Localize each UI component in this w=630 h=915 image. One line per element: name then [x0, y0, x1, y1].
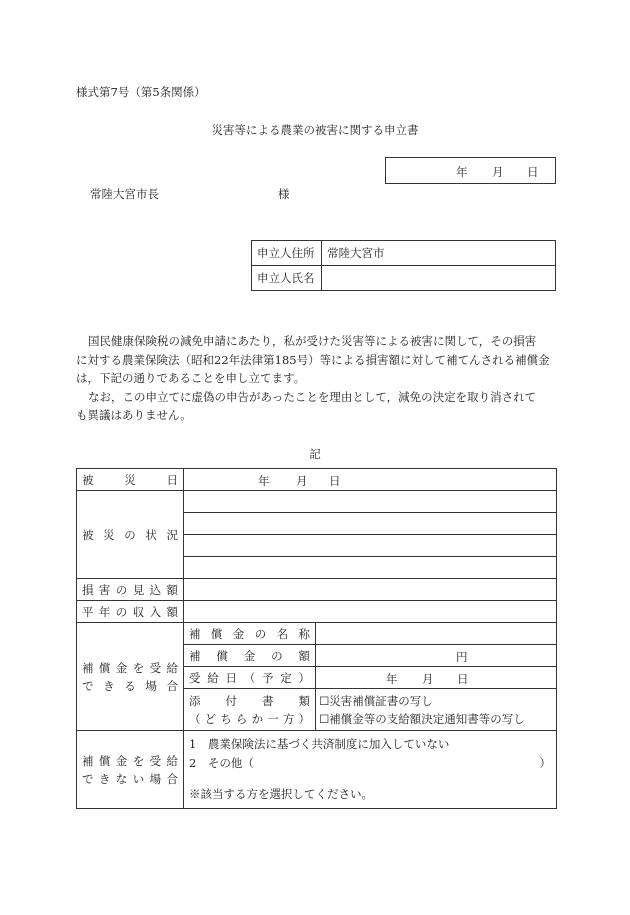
receipt-date-year: 年: [386, 672, 398, 686]
addressee-name: 常陸大宮市長: [90, 187, 159, 201]
average-income-field[interactable]: [184, 601, 557, 623]
attach-option-payment-notice[interactable]: ☐補償金等の支給額決定通知書等の写し: [319, 711, 525, 726]
situation-line-2[interactable]: [184, 513, 557, 535]
estimated-loss-label: 損害の見込額: [77, 579, 184, 601]
compensation-amount-label: 補償金の額: [184, 645, 316, 667]
selection-note: ※該当する方を選択してください。: [189, 787, 373, 801]
receipt-date-label: 受給日（予定）: [184, 667, 316, 689]
disaster-date-month: 月: [296, 474, 308, 488]
other-suffix: ）: [539, 756, 551, 770]
compensation-amount-field[interactable]: [316, 645, 557, 667]
attachments-options: [316, 689, 557, 731]
addressee-honorific: 様: [278, 187, 290, 201]
average-income-label: 平年の収入額: [77, 601, 184, 623]
paragraph2-line2: も異議はありません。: [76, 408, 192, 422]
compensation-name-label: 補償金の名称: [184, 623, 316, 645]
cannot-receive-options: [184, 731, 557, 809]
situation-line-1[interactable]: [184, 491, 557, 513]
applicant-address-field[interactable]: 常陸大宮市: [322, 241, 556, 266]
cannot-receive-label: [77, 731, 184, 809]
estimated-loss-field[interactable]: [184, 579, 557, 601]
compensation-name-field[interactable]: [316, 623, 557, 645]
attachments-label-line1: 添付書類: [189, 693, 310, 708]
yen-unit: 円: [456, 650, 468, 664]
date-day: 日: [527, 165, 539, 179]
situation-line-4[interactable]: [184, 557, 557, 579]
attachments-label: [184, 689, 316, 731]
attach-option-disaster-certificate[interactable]: ☐災害補償証書の写し: [319, 693, 433, 708]
attachments-label-line2: （どちらか一方）: [189, 711, 310, 726]
receipt-date-month: 月: [422, 672, 434, 686]
details-table: [76, 468, 557, 809]
paragraph2-line1: なお，この申立てに虚偽の申告があったことを理由として，減免の決定を取り消されて: [88, 389, 537, 404]
paragraph1-line1: 国民健康保険税の減免申請にあたり，私が受けた災害等による被害に関して，その損害: [88, 334, 537, 348]
situation-line-3[interactable]: [184, 535, 557, 557]
can-receive-label-line1: 補償金を受給: [82, 660, 178, 675]
cannot-receive-label-line2: できない場合: [82, 771, 178, 786]
body-text: [76, 332, 556, 425]
date-year: 年: [456, 165, 468, 179]
date-box: [385, 157, 556, 184]
cannot-receive-label-line1: 補償金を受給: [82, 753, 178, 768]
can-receive-label: [77, 623, 184, 731]
disaster-date-year: 年: [258, 474, 270, 488]
disaster-date-day: 日: [329, 474, 341, 488]
paragraph1-line2: に対する農業保険法（昭和22年法律第185号）等による損害額に対して補てんされる補償金: [76, 352, 550, 367]
document-title: 災害等による農業の被害に関する申立書: [211, 123, 419, 137]
other-prefix: 2 その他（: [189, 756, 254, 770]
disaster-date-label: 被 災 日: [77, 469, 184, 491]
disaster-date-field[interactable]: [184, 469, 557, 491]
receipt-date-field[interactable]: [316, 667, 557, 689]
receipt-date-day: 日: [457, 672, 469, 686]
date-month: 月: [492, 165, 504, 179]
ki-heading: 記: [309, 447, 321, 461]
situation-label: 被災の状況: [77, 491, 184, 579]
form-number: 様式第7号（第5条関係）: [76, 85, 206, 99]
applicant-name-label: 申立人氏名: [252, 266, 322, 291]
cannot-receive-option-not-enrolled[interactable]: 1 農業保険法に基づく共済制度に加入していない: [189, 737, 450, 751]
cannot-receive-option-other[interactable]: [189, 754, 551, 773]
paragraph1-line3: は，下記の通りであることを申し立てます。: [76, 371, 306, 385]
applicant-address-label: 申立人住所: [252, 241, 322, 266]
applicant-table: [251, 240, 556, 291]
can-receive-label-line2: できる場合: [82, 678, 178, 693]
applicant-name-field[interactable]: [322, 266, 556, 291]
